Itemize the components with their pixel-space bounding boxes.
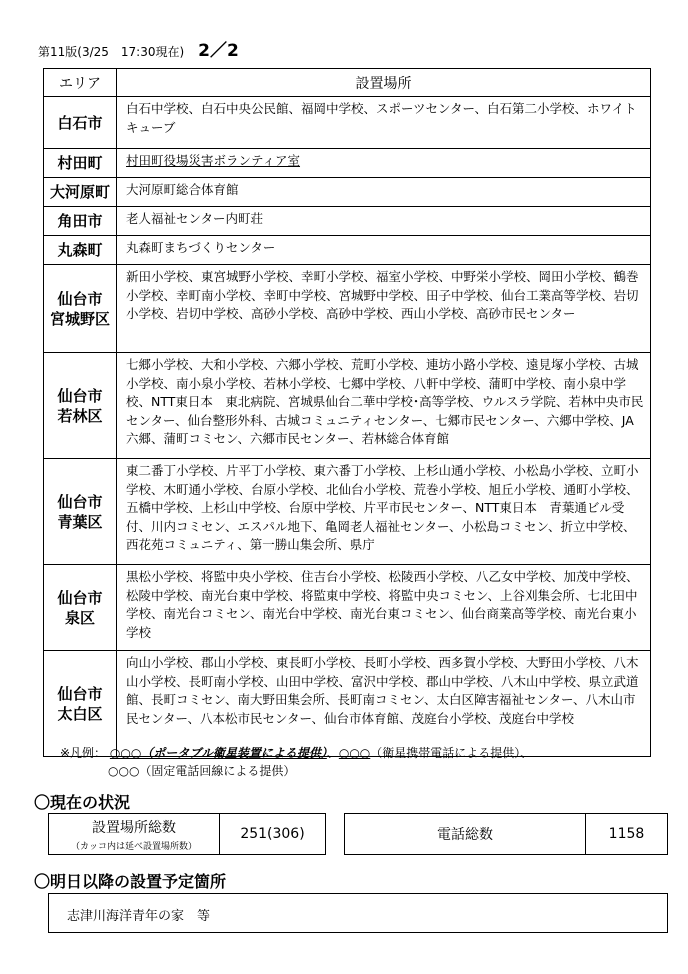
sites-cell: 向山小学校、郡山小学校、東長町小学校、長町小学校、西多賀小学校、大野田小学校、八木山小学校、長町南小学校、山田中学校、富沢中学校、郡山中学校、八木山中学校、県立武道館、長町コミセン、南大野田集会所、長町南コミセン、太白区障害福祉センター、八木山市民センター、八本松市民センター、仙台市体育館、茂庭台小学校、茂庭台中学校: [117, 651, 651, 757]
legend-portable-satellite: ○○○（ポータブル衛星装置による提供）: [109, 746, 327, 760]
phones-total-label: 電話総数: [437, 827, 493, 843]
table-row: [44, 651, 651, 757]
legend-satellite-phone-sample: ○○○: [338, 746, 371, 760]
area-cell: 仙台市 泉区: [44, 565, 117, 651]
sites-total-label: 設置場所総数: [92, 819, 176, 836]
area-cell: 仙台市 太白区: [44, 651, 117, 757]
legend: [60, 744, 532, 780]
legend-separator: 、: [520, 746, 533, 760]
table-row: [44, 565, 651, 651]
area-cell: 丸森町: [44, 236, 117, 265]
area-cell: 村田町: [44, 149, 117, 178]
legend-fixed-line: ○○○（固定電話回線による提供）: [108, 764, 296, 778]
sites-cell: 村田町役場災害ボランティア室: [117, 149, 651, 178]
table-row: [44, 353, 651, 459]
table-row: [44, 236, 651, 265]
page-number: 2／2: [198, 41, 239, 61]
column-header-area: エリア: [44, 69, 117, 97]
legend-line-1: [60, 744, 532, 762]
sites-cell: 丸森町まちづくりセンター: [117, 236, 651, 265]
sites-cell: 黒松小学校、将監中央小学校、住吉台小学校、松陵西小学校、八乙女中学校、加茂中学校、松陵中学校、南光台東中学校、将監東中学校、将監中央コミセン、上谷刈集会所、七北田中学校、南光台コミセン、南光台中学校、南光台東コミセン、仙台商業高等学校、南光台東小学校: [117, 565, 651, 651]
sites-total-value: 251(306): [219, 814, 325, 854]
planned-section-title: 〇明日以降の設置予定箇所: [34, 872, 227, 891]
installation-table: [43, 68, 651, 757]
table-row: [44, 178, 651, 207]
area-cell: 角田市: [44, 207, 117, 236]
column-header-sites: 設置場所: [117, 69, 651, 97]
table-row: [44, 459, 651, 565]
legend-satellite-phone-desc: （衛星携帯電話による提供）: [370, 746, 521, 760]
sites-total-box: [48, 813, 326, 855]
area-cell: 仙台市 若林区: [44, 353, 117, 459]
phones-total-value: 1158: [585, 814, 667, 854]
sites-cell: 七郷小学校、大和小学校、六郷小学校、荒町小学校、連坊小路小学校、遠見塚小学校、古城小学校、南小泉小学校、若林小学校、七郷中学校、八軒中学校、蒲町中学校、南小泉中学校、NTT東日本 東北病院、宮城県仙台二華中学校･高等学校、ウルスラ学院、若林中央市民センター、仙台整形外科、古城コミュニティセンター、七郷市民センター、六郷中学校、JA六郷、蒲町コミセン、六郷市民センター、若林総合体育館: [117, 353, 651, 459]
sites-total-note: （カッコ内は延べ設置場所数）: [71, 841, 197, 852]
table-row: [44, 265, 651, 353]
area-cell: 大河原町: [44, 178, 117, 207]
sites-total-label-cell: [49, 814, 219, 854]
table-header-row: [44, 69, 651, 97]
sites-cell: 老人福祉センター内町荘: [117, 207, 651, 236]
legend-prefix: ※凡例：: [60, 746, 107, 760]
version-label: 第11版(3/25 17:30現在): [38, 45, 185, 59]
sites-cell: 新田小学校、東宮城野小学校、幸町小学校、福室小学校、中野栄小学校、岡田小学校、鶴巻小学校、幸町南小学校、幸町中学校、宮城野中学校、田子中学校、仙台工業高等学校、岩切小学校、岩切中学校、高砂小学校、高砂中学校、西山小学校、高砂市民センター: [117, 265, 651, 353]
planned-sites-text: 志津川海洋青年の家 等: [67, 909, 211, 924]
page-header: [38, 36, 239, 61]
table-row: [44, 149, 651, 178]
table-row: [44, 207, 651, 236]
sites-cell: 白石中学校、白石中央公民館、福岡中学校、スポーツセンター、白石第二小学校、ホワイトキューブ: [117, 97, 651, 149]
table-row: [44, 97, 651, 149]
phones-total-box: [344, 813, 668, 855]
legend-separator: 、: [326, 746, 339, 760]
sites-cell: 東二番丁小学校、片平丁小学校、東六番丁小学校、上杉山通小学校、小松島小学校、立町小学校、木町通小学校、台原小学校、北仙台小学校、荒巻小学校、旭丘小学校、通町小学校、五橋中学校、上杉山中学校、台原中学校、片平市民センター、NTT東日本 青葉通ビル受付、川内コミセン、エスパル地下、亀岡老人福祉センター、小松島コミセン、折立中学校、西花苑コミュニティ、第一勝山集会所、県庁: [117, 459, 651, 565]
area-cell: 仙台市 宮城野区: [44, 265, 117, 353]
area-cell: 白石市: [44, 97, 117, 149]
planned-sites-box: [48, 893, 668, 933]
area-cell: 仙台市 青葉区: [44, 459, 117, 565]
status-section-title: 〇現在の状況: [34, 793, 131, 812]
sites-cell: 大河原町総合体育館: [117, 178, 651, 207]
